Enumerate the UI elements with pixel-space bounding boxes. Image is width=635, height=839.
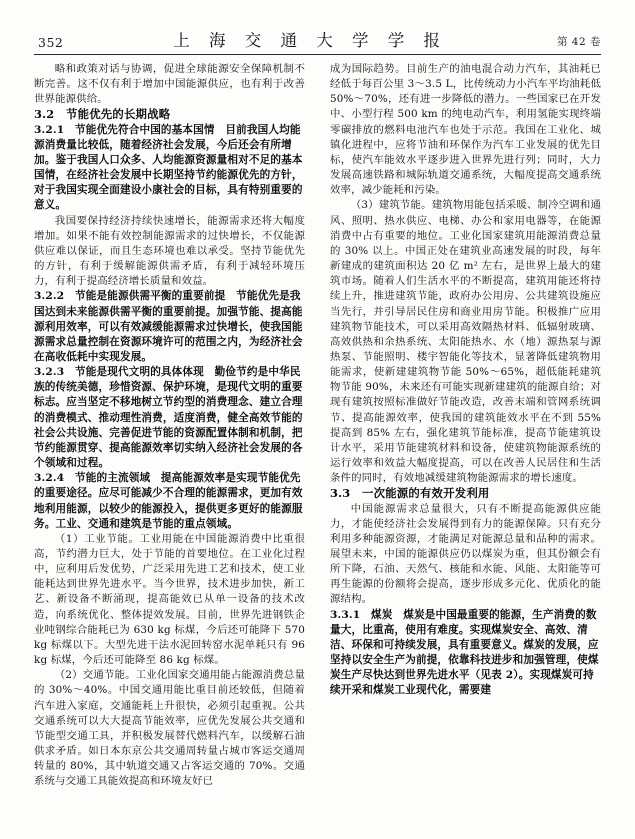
heading-3-2-1: 3.2.1 节能优先符合中国的基本国情 目前我国人均能源消费量比较低，随着经济社会发展，今后还会有所增加。鉴于我国人口众多、人均能源资源量相对不足的基本国情，在经济社会发展中长期坚持节约能源优先的方针，对于我国实现全面建设小康社会的目标，具有特别重要的意义。 <box>34 123 303 212</box>
heading-3-2: 3.2 节能优先的长期战略 <box>34 107 171 122</box>
para-auto-trend: 成为国际趋势。目前生产的油电混合动力汽车，其油耗已经低于每百公里 3～3.5 L，比传统动力小汽车平均油耗低 50%～70%，还有进一步降低的潜力。一些国家已在开发中、小型行程 500 km 的纯电动汽车，利用氢能实现终端零碳排放的燃料电池汽车也处于示范。我国在工业化、城镇化进程中，应将节油和环保作为汽车工业发展的优先目标，使汽车能效水平逐步进入世界先进行列；同时，大力发展高速铁路和城际轨道交通系统，大幅度提高交通系统效率，减少能耗和污染。 <box>330 63 601 197</box>
para-transport-saving: （2）交通节能。工业化国家交通用能占能源消费总量的 30%～40%。中国交通用能比重目前还较低，但随着汽车进入家庭，交通能耗上升很快，必须引起重视。公共交通系统可以大大提高节能效率，应优先发展公共交通和节能型交通工具，并积极发展替代燃料汽车，以缓解石油供求矛盾。如日本东京公共交通周转量占城市客运交通周转量的 80%，其中轨道交通又占客运交通的 70%。交通系统与交通工具能效提高和环境友好已 <box>34 669 305 788</box>
page-header <box>0 18 635 52</box>
para-industry-saving: （1）工业节能。工业用能在中国能源消费中比重很高，节约潜力巨大，处于节能的首要地位。在工业化过程中，应利用后发优势，广泛采用先进工艺和技术，使工业能耗达到世界先进水平。当今世界，技术进步加快，新工艺、新设备不断涌现，提高能效已从单一设备的技术改造，向系统优化、整体提效发展。目前，世界先进钢铁企业吨钢综合能耗已为 630 kg 标煤，今后还可能降下 570 kg 标煤以下。大型先进干法水泥回转窑水泥单耗只有 96 kg 标煤，今后还可能降至 86 kg 标煤。 <box>34 532 305 667</box>
heading-3-2-4: 3.2.4 节能的主流领域 提高能源效率是实现节能优先的重要途径。应尽可能减少不合理的能源需求，更加有效地利用能源，以较少的能源投入，提供更多更好的能源服务。工业、交通和建筑是节能的重点领域。 <box>34 472 303 530</box>
header-page-number: 352 <box>38 35 64 50</box>
heading-3-2-2: 3.2.2 节能是能源供需平衡的重要前提 节能优先是我国达到未来能源供需平衡的重要前提。加强节能、提高能源利用效率，可以有效减缓能源需求过快增长，使我国能源需求总量控制在资源环境许可的范围之内，为经济社会在高收低耗中实现发展。 <box>34 290 303 363</box>
left-column <box>34 62 305 824</box>
header-volume: 第 42 卷 <box>556 36 601 48</box>
article-body <box>34 62 601 824</box>
header-journal-title: 上 海 交 通 大 学 学 报 <box>173 31 448 50</box>
heading-3-3: 3.3 一次能源的有效开发利用 <box>330 486 490 501</box>
heading-3-3-1: 3.3.1 煤炭 煤炭是中国最重要的能源，生产消费的数量大，比重高，使用有难度。实现煤炭安全、高效、清洁、环保和可持续发展，具有重要意义。煤炭的发展，应坚持以安全生产为前提，依靠科技进步和加强管理，使煤炭生产尽快达到世界先进水平（见表 2）。实现煤炭可持续开采和煤炭工业现代化，需要建 <box>330 608 599 697</box>
right-column <box>330 62 601 824</box>
para-3-3-body: 中国能源需求总量很大，只有不断提高能源供应能力，才能使经济社会发展得到有力的能源保障。只有充分利用多种能源资源，才能满足对能源总量和品种的需求。展望未来，中国的能源供应仍以煤炭为重，但其份额会有所下降，石油、天然气、核能和水能、风能、太阳能等可再生能源的份额将会提高，逐步形成多元化、优质化的能源结构。 <box>330 502 601 606</box>
para-opening: 略和政策对话与协调，促进全球能源安全保障机制不断完善。这不仅有利于增加中国能源供应，也有利于改善世界能源供给。 <box>34 63 305 106</box>
heading-3-2-3: 3.2.3 节能是现代文明的具体体现 勤俭节约是中华民族的传统美德，珍惜资源、保护环境，是现代文明的重要标志。应当坚定不移地树立节约型的消费理念、建立合理的消费模式、推动理性消费，适度消费，健全高效节能的社会公共设施、完善促进节能的资源配置体制和机制，把节约能源贯穿、提高能源效率切实纳入经济社会发展的各个领域和过程。 <box>34 366 303 470</box>
para-building-saving: （3）建筑节能。建筑物用能包括采暖、制冷空调和通风、照明、热水供应、电梯、办公和家用电器等，在能源消费中占有重要的地位。工业化国家建筑用能源消费总量的 30% 以上。中国正处在建筑业高速发展的时段，每年新建成的建筑面积达 20 亿 m² 左右，是世界上最大的建筑市场。随着人们生活水平的不断提高，建筑用能还将持续上升，推进建筑节能，政府办公用房、公共建筑设施应当先行，并引导居民住房和商业用房节能。积极推广应用建筑物节能技术，可以采用高效隔热材料、低辐射玻璃、高效供热和余热系统、太阳能热水、水（地）源热泵与源热泵、节能照明、楼宇智能化等技术，显著降低建筑物用能需求，使新建建筑物节能 50%～65%，超低能耗建筑物节能 90%，未来还有可能实现新建建筑的能源自给；对现有建筑按照标准做好节能改造，改善末端和管网系统调节、提高能源效率，使我国的建筑能效水平在不到 55% 提高到 85% 左右，强化建筑节能标准，提高节能建筑设计水平，采用节能建筑材料和设备，使建筑物能源系统的运行效率和效益大幅度提高，可以在改善人民居住和生活条件的同时，有效地减缓建筑物能源需求的增长速度。 <box>330 199 601 485</box>
para-3-2-1-b: 我国要保持经济持续快速增长，能源需求还将大幅度增加。如果不能有效控制能源需求的过快增长，不仅能源供应难以保证，而且生态环境也难以承受。坚持节能优先的方针，有利于缓解能源供需矛盾，有利于减轻环境压力，有利于提高经济增长质量和效益。 <box>34 214 305 288</box>
header-divider <box>34 54 601 55</box>
